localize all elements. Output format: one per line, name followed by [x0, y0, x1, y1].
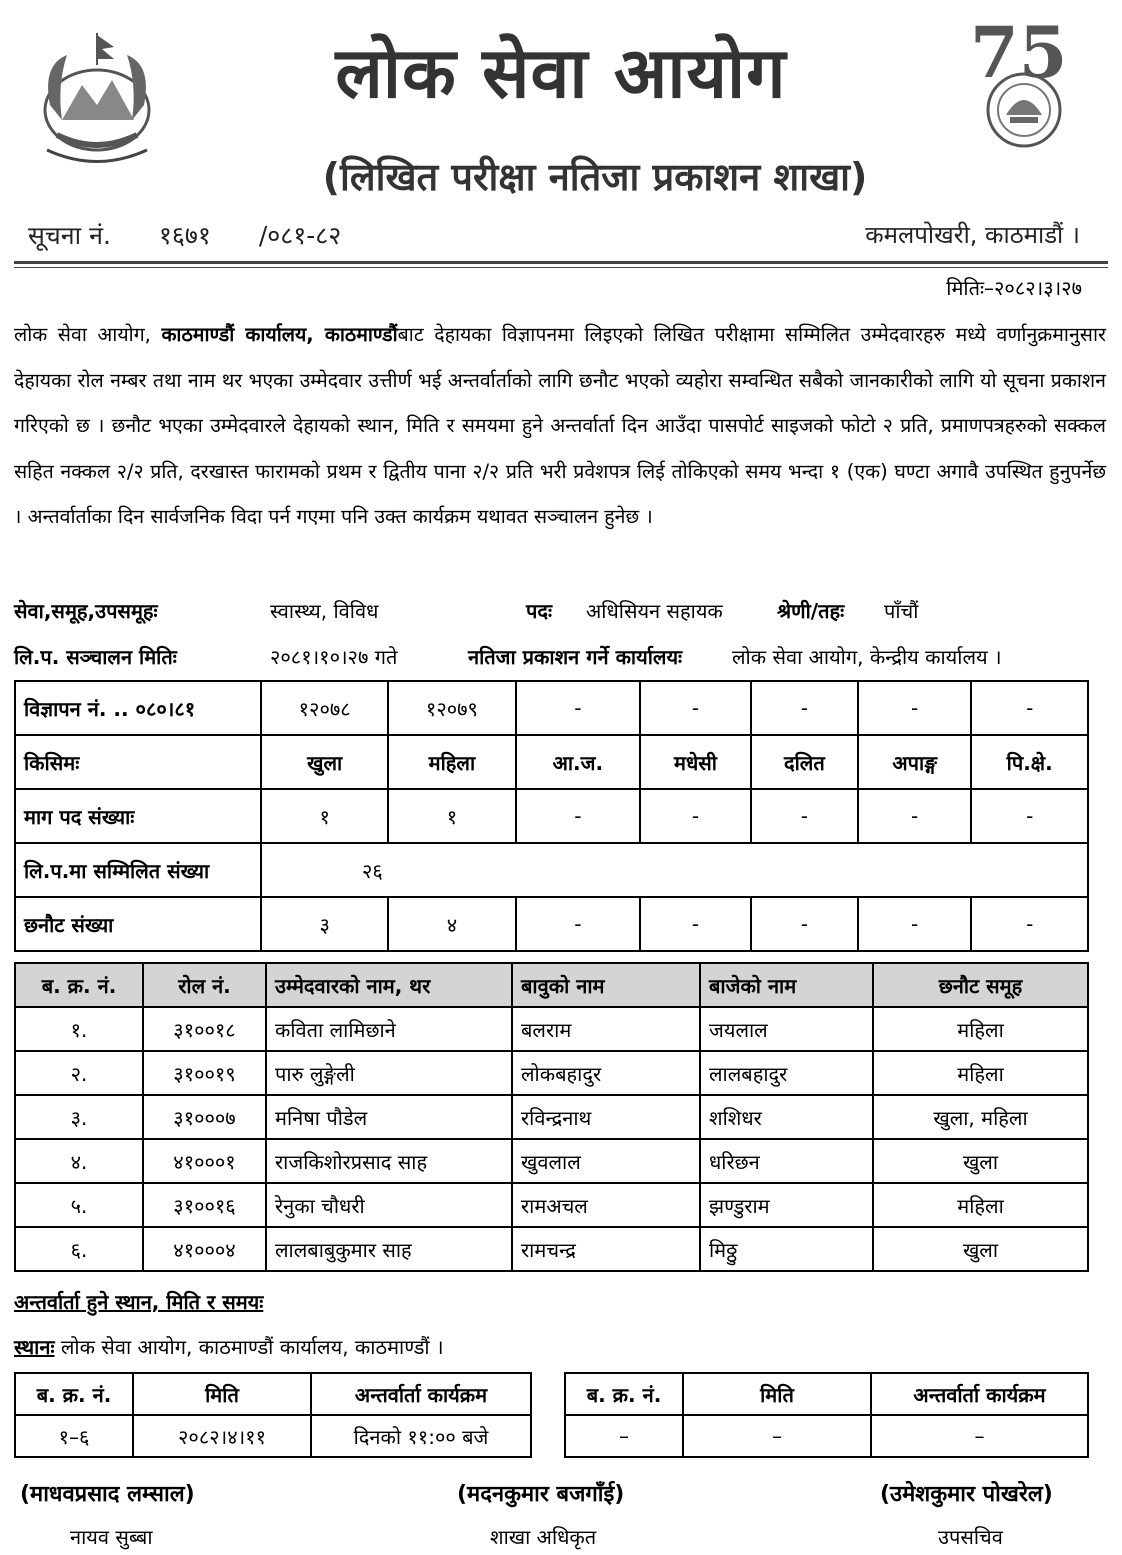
table-row: ४. ४१०००१ राजकिशोरप्रसाद साह खुवलाल धरिछन खुला [15, 1139, 1088, 1183]
table-row: ३. ३१०००७ मनिषा पौडेल रविन्द्रनाथ शशिधर खुला, महिला [15, 1095, 1088, 1139]
signature-title: शाखा अधिकृत [490, 1525, 597, 1549]
selected-row: छनौट संख्या ३ ४ - - - - - [15, 897, 1088, 951]
demand-row: माग पद संख्याः १ १ - - - - - [15, 789, 1088, 843]
type-row: किसिमः खुला महिला आ.ज. मधेसी दलित अपाङ्ग पि.क्षे. [15, 735, 1088, 789]
table-row: १. ३१००१८ कविता लामिछाने बलराम जयलाल महिला [15, 1007, 1088, 1051]
table-row: – – – [565, 1415, 1088, 1457]
table-row: १–६ २०८२।४।११ दिनको ११:०० बजे [15, 1415, 531, 1457]
divider [14, 261, 1108, 264]
interview-table-right: ब. क्र. नं. मिति अन्तर्वार्ता कार्यक्रम – – – [564, 1372, 1089, 1458]
advertisement-table [14, 680, 1089, 952]
notice-date: मितिः–२०८२।३।२७ [946, 276, 1082, 300]
interview-table-left: ब. क्र. नं. मिति अन्तर्वार्ता कार्यक्रम १–६ २०८२।४।११ दिनको ११:०० बजे [14, 1372, 532, 1458]
page-title: लोक सेवा आयोग [335, 32, 787, 114]
results-table [14, 962, 1089, 1272]
signature-name: (उमेशकुमार पोखरेल) [880, 1482, 1053, 1507]
table-row: २. ३१००१९ पारु लुङ्गेली लोकबहादुर लालबहादुर महिला [15, 1051, 1088, 1095]
results-header: ब. क्र. नं. रोल नं. उम्मेदवारको नाम, थर बावुको नाम बाजेको नाम छनौट समूह [15, 963, 1088, 1007]
office-place: कमलपोखरी, काठमाडौं । [865, 221, 1080, 249]
signature-name: (मदनकुमार बजगाँई) [457, 1482, 625, 1507]
intro-paragraph: लोक सेवा आयोग, काठमाण्डौं कार्यालय, काठमाण्डौंबाट देहायका विज्ञापनमा लिइएको लिखित परीक्षामा सम्मिलित उम्मेदवारहरु मध्ये वर्णानुक्रमानुसार देहायका रोल नम्बर तथा नाम थर भएका उम्मेदवार उत्तीर्ण भई अन्तर्वार्ताको लागि छनौट भएको व्यहोरा सम्वन्धित सबैको जानकारीको लागि यो सूचना प्रकाशन गरिएको छ । छनौट भएका उम्मेदवारले देहायको स्थान, मिति र समयमा हुने अन्तर्वार्ता दिन आउँदा पासपोर्ट साइजको फोटो २ प्रति, प्रमाणपत्रहरुको सक्कल सहित नक्कल २/२ प्रति, दरखास्त फारामको प्रथम र द्वितीय पाना २/२ प्रति भरी प्रवेशपत्र लिई तोकिएको समय भन्दा १ (एक) घण्टा अगावै उपस्थित हुनुपर्नेछ । अन्तर्वार्ताका दिन सार्वजनिक विदा पर्न गएमा पनि उक्त कार्यक्रम यथावत सञ्चालन हुनेछ । [14, 323, 1107, 528]
adv-row: विज्ञापन नं. .. ०८०।८१ १२०७८ १२०७९ - - - - - [15, 681, 1088, 735]
table-row: ६. ४१०००४ लालबाबुकुमार साह रामचन्द्र मिठ्ठु खुला [15, 1227, 1088, 1271]
signature-name: (माधवप्रसाद लम्साल) [20, 1482, 195, 1507]
table-row: ५. ३१००१६ रेनुका चौधरी रामअचल झण्डुराम महिला [15, 1183, 1088, 1227]
signature-title: उपसचिव [938, 1525, 1003, 1549]
divider [14, 267, 1108, 268]
participants-row: लि.प.मा सम्मिलित संख्या २६ [15, 843, 1088, 897]
signature-title: नायव सुब्बा [70, 1525, 153, 1549]
page-subtitle: (लिखित परीक्षा नतिजा प्रकाशन शाखा) [322, 155, 868, 199]
interview-heading: अन्तर्वार्ता हुने स्थान, मिति र समयः [14, 1290, 264, 1314]
interview-venue: स्थानः लोक सेवा आयोग, काठमाण्डौं कार्यालय, काठमाण्डौं । [14, 1335, 444, 1359]
svg-text:75: 75 [970, 15, 1068, 94]
notice-number: सूचना नं. १६७१ /०८१-८२ [28, 221, 342, 250]
